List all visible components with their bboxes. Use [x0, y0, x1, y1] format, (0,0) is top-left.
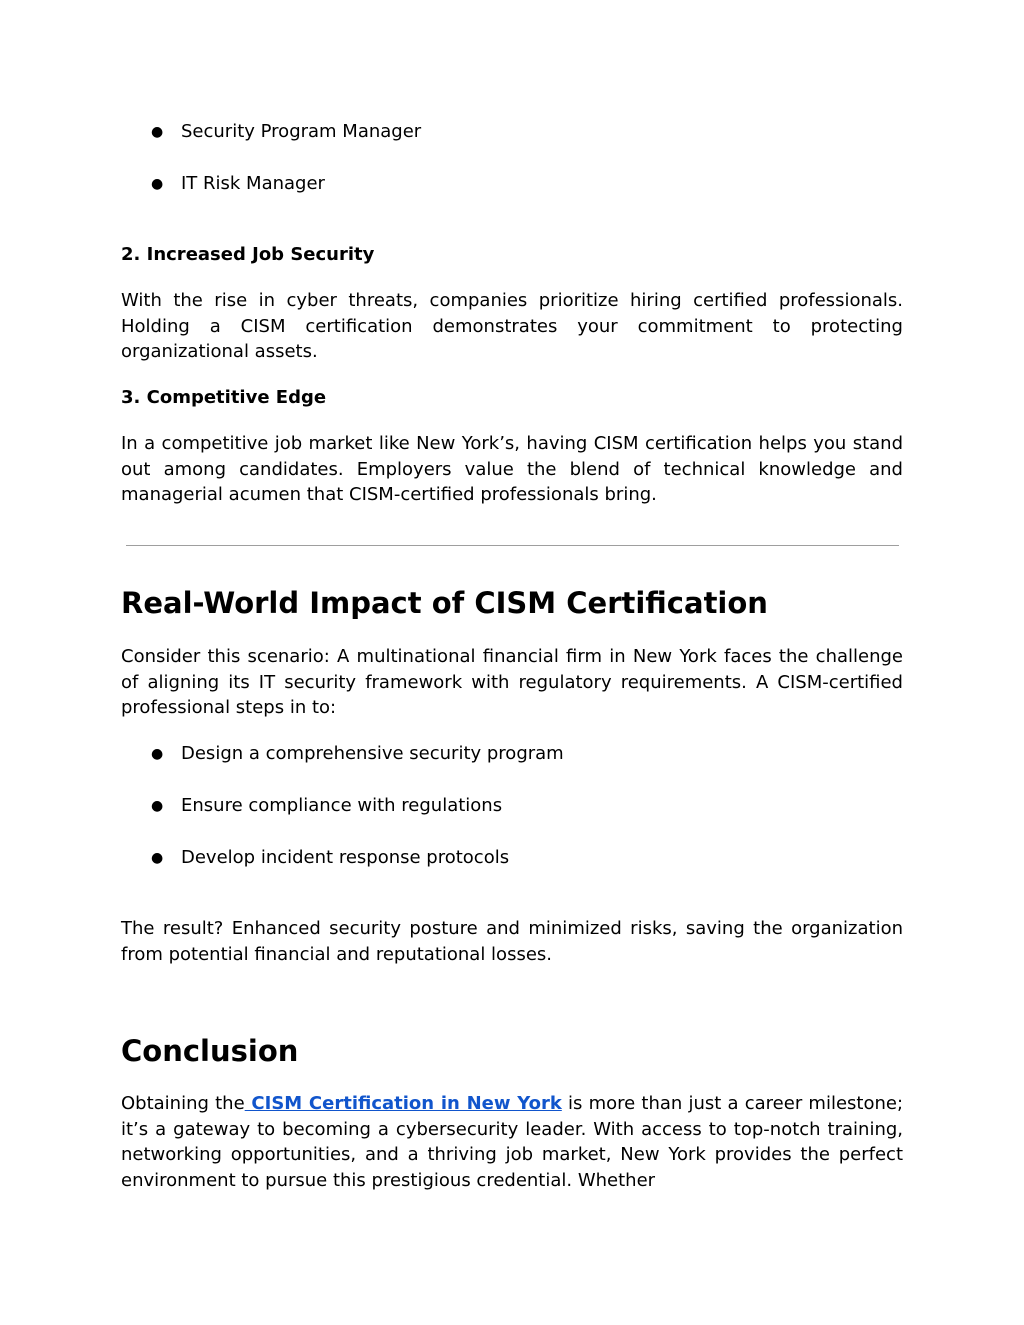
- list-item-text: IT Risk Manager: [181, 173, 325, 194]
- list-item-text: Ensure compliance with regulations: [181, 795, 503, 816]
- list-item-text: Design a comprehensive security program: [181, 743, 564, 764]
- section-heading-job-security: 2. Increased Job Security: [121, 244, 375, 265]
- bullet-icon: ●: [151, 746, 164, 762]
- cism-certification-link[interactable]: CISM Certification in New York: [244, 1093, 562, 1114]
- list-item-text: Develop incident response protocols: [181, 847, 510, 868]
- heading-conclusion: Conclusion: [121, 1034, 299, 1068]
- list-item: [121, 172, 903, 196]
- section-heading-competitive-edge: 3. Competitive Edge: [121, 387, 327, 408]
- list-item: [121, 794, 903, 818]
- paragraph-competitive-edge: In a competitive job market like New York’s, having CISM certification helps you stand out among candidates. Employers value the blend of technical knowledge and managerial acumen that CISM-certified professionals bring.: [121, 433, 903, 506]
- list-item-text: Security Program Manager: [181, 121, 422, 142]
- list-item: [121, 846, 903, 870]
- bullet-icon: ●: [151, 798, 164, 814]
- role-list: [121, 120, 903, 224]
- list-item: [121, 742, 903, 766]
- horizontal-divider: [126, 545, 899, 546]
- bullet-icon: ●: [151, 176, 164, 192]
- paragraph-scenario: Consider this scenario: A multinational financial firm in New York faces the challenge of aligning its IT security framework with regulatory requirements. A CISM-certified professional steps in to:: [121, 646, 903, 719]
- scenario-list: [121, 742, 903, 898]
- heading-real-world-impact: Real-World Impact of CISM Certification: [121, 586, 768, 620]
- conclusion-text-before: Obtaining the: [121, 1093, 245, 1114]
- bullet-icon: ●: [151, 850, 164, 866]
- bullet-icon: ●: [151, 124, 164, 140]
- paragraph-conclusion: [121, 1091, 903, 1194]
- paragraph-job-security: With the rise in cyber threats, companies prioritize hiring certified professionals. Holding a CISM certification demonstrates your commitment to protecting organizational assets.: [121, 290, 903, 363]
- paragraph-result: The result? Enhanced security posture and minimized risks, saving the organization from potential financial and reputational losses.: [121, 918, 903, 965]
- list-item: [121, 120, 903, 144]
- conclusion-text-after: is more than just a career milestone; it’s a gateway to becoming a cybersecurity leader. With access to top-notch training, networking opportunities, and a thriving job market, New York provides the perfect environment to pursue this prestigious credential. Whether: [121, 1093, 904, 1192]
